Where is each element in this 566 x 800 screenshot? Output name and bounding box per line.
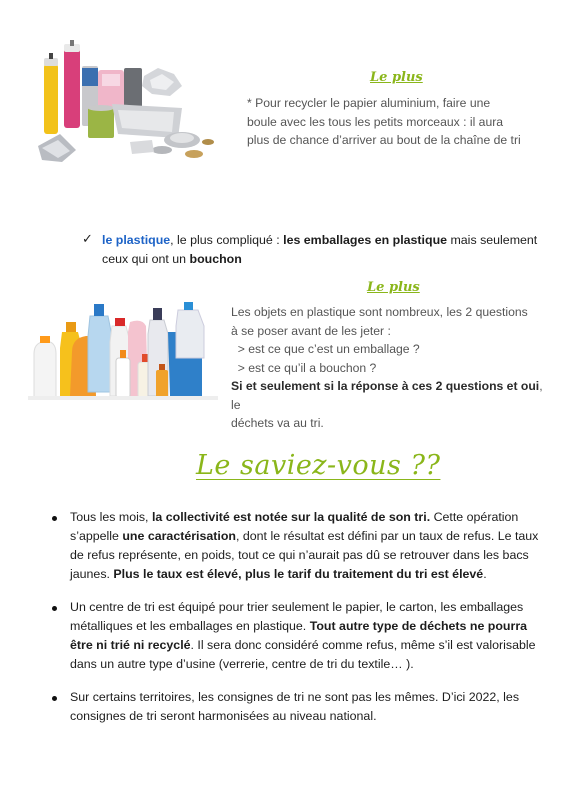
plastique-keyword: le plastique bbox=[102, 233, 171, 247]
bullet-line bbox=[70, 636, 540, 655]
metal-packaging-photo bbox=[32, 38, 222, 178]
bullet-bold: Plus le taux est élevé, plus le tarif du traitement du tri est élevé bbox=[113, 567, 484, 581]
bullet-icon bbox=[52, 516, 57, 521]
saviez-vous-title: Le saviez-vous ?? bbox=[196, 450, 441, 481]
aluminium-tip bbox=[247, 94, 547, 150]
bullet-text: s’appelle bbox=[70, 529, 123, 543]
bullet-line bbox=[70, 527, 540, 546]
bullet-line: de refus représente, en poids, tout ce qui n’aurait pas dû se retrouver dans les bacs bbox=[70, 548, 529, 562]
plastique-tip-line: > est ce qu’il a bouchon ? bbox=[231, 360, 377, 375]
bullet-text: . Il sera donc considéré comme refus, même s’il est valorisable bbox=[190, 638, 536, 652]
bullet-bold: la collectivité est notée sur la qualité de son tri. bbox=[151, 510, 431, 524]
bullet-line: Un centre de tri est équipé pour trier seulement le papier, le carton, les emballages bbox=[70, 600, 524, 614]
plastique-item bbox=[102, 231, 542, 269]
plastique-tip-text: , le bbox=[231, 379, 543, 412]
saviez-bullet-1 bbox=[70, 508, 540, 584]
bullet-icon bbox=[52, 606, 57, 611]
bullet-text: Cette opération bbox=[430, 510, 519, 524]
bullet-line bbox=[70, 508, 540, 527]
plastique-tip-line: Les objets en plastique sont nombreux, les 2 questions bbox=[231, 305, 528, 319]
bullet-bold: Tout autre type de déchets ne pourra bbox=[309, 619, 528, 633]
bullet-text: , dont le résultat est défini par un taux de refus. Le taux bbox=[236, 529, 539, 543]
bullet-icon bbox=[52, 696, 57, 701]
plastic-bottles-photo bbox=[28, 292, 218, 406]
plastique-item-line2 bbox=[102, 250, 542, 269]
bullet-line bbox=[70, 617, 540, 636]
plastique-tip-line: > est ce que c’est un emballage ? bbox=[231, 342, 420, 356]
bullet-bold: être ni trié ni recyclé bbox=[70, 638, 191, 652]
bullet-line: Sur certains territoires, les consignes de tri ne sont pas les mêmes. D’ici 2022, les bbox=[70, 690, 520, 704]
plastique-bold: les emballages en plastique bbox=[283, 233, 448, 247]
plus-title-aluminium: Le plus bbox=[370, 70, 423, 85]
bullet-text: métalliques et les emballages en plastique. bbox=[70, 619, 310, 633]
bullet-bold: une caractérisation bbox=[122, 529, 236, 543]
plastique-bold: bouchon bbox=[189, 252, 242, 266]
bullet-text: . bbox=[483, 567, 487, 581]
plastique-tip bbox=[231, 303, 551, 433]
checkmark-icon: ✓ bbox=[82, 231, 93, 246]
plastique-item-line1 bbox=[102, 231, 542, 250]
plastique-tip-bold: Si et seulement si la réponse à ces 2 questions et oui bbox=[231, 379, 540, 393]
bullet-text: Tous les mois, bbox=[70, 510, 152, 524]
plastique-tip-line: déchets va au tri. bbox=[231, 416, 324, 430]
plastique-text: ceux qui ont un bbox=[102, 252, 190, 266]
aluminium-tip-line: * Pour recycler le papier aluminium, faire une bbox=[247, 96, 491, 110]
bullet-line bbox=[70, 565, 540, 584]
aluminium-tip-line: plus de chance d’arriver au bout de la chaîne de tri bbox=[247, 133, 521, 147]
saviez-bullet-3 bbox=[70, 688, 540, 726]
saviez-bullet-2 bbox=[70, 598, 540, 674]
bullet-line: consignes de tri seront harmonisées au niveau national. bbox=[70, 709, 377, 723]
aluminium-tip-line: boule avec les tous les petits morceaux : il aura bbox=[247, 114, 504, 129]
plus-title-plastique: Le plus bbox=[367, 280, 420, 295]
plastique-text: mais seulement bbox=[447, 233, 538, 247]
plastique-tip-line: à se poser avant de les jeter : bbox=[231, 323, 391, 338]
bullet-text: jaunes. bbox=[70, 567, 114, 581]
bullet-line: dans un autre type d’usine (verrerie, centre de tri du textile… ). bbox=[70, 657, 414, 671]
plastique-text: , le plus compliqué : bbox=[170, 233, 284, 247]
plastique-tip-line bbox=[231, 377, 551, 414]
